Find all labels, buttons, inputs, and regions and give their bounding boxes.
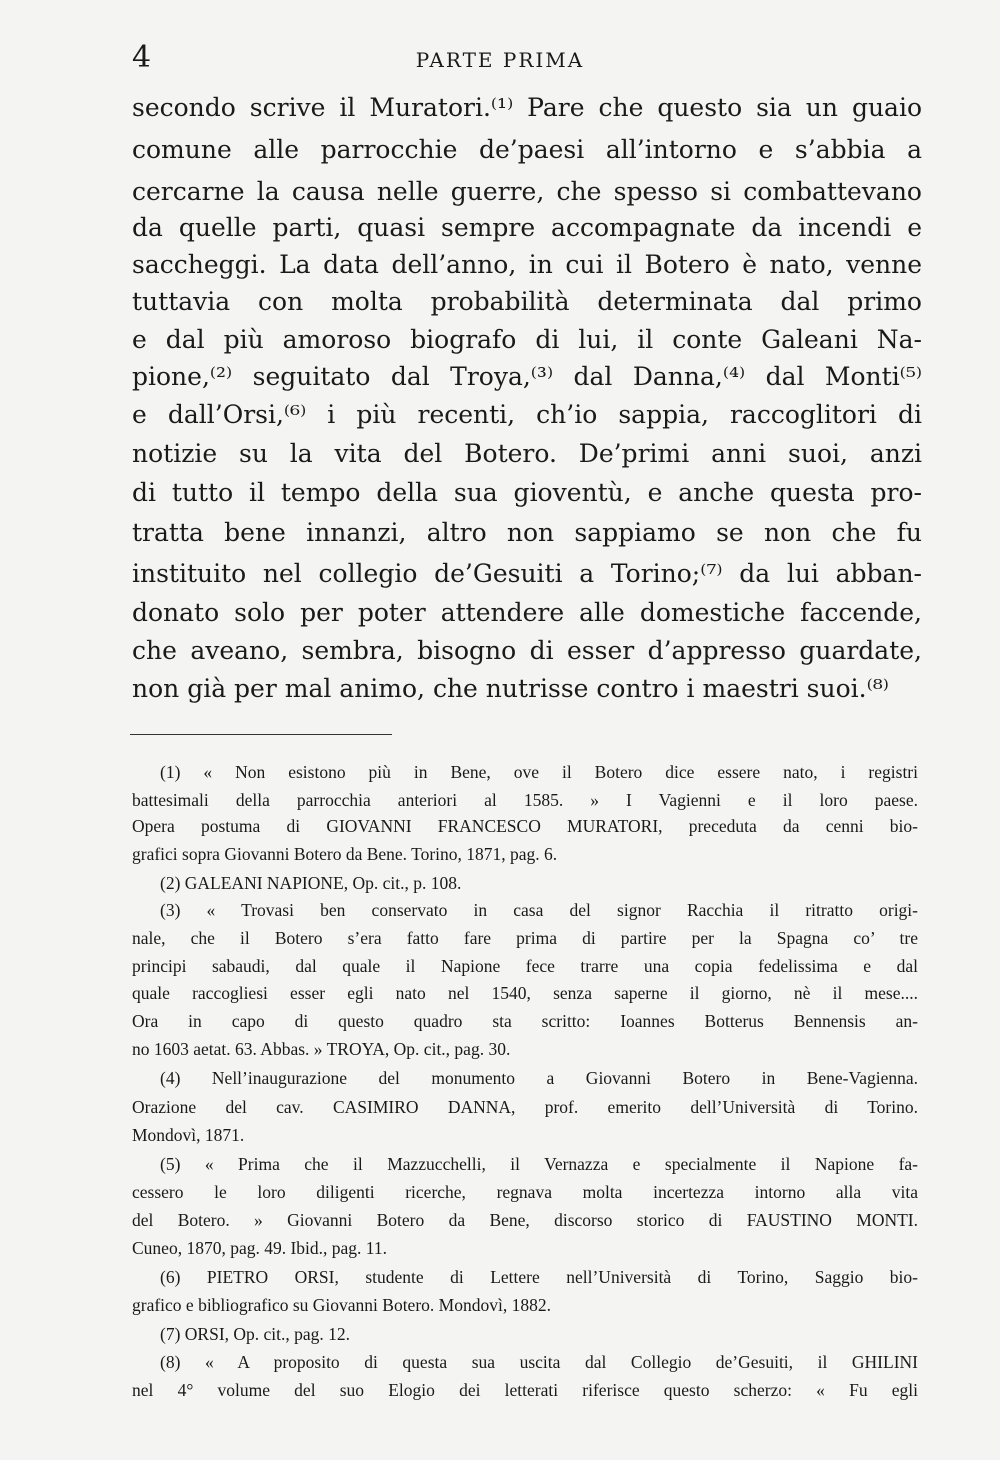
- body-line: non già per mal animo, che nutrisse contro i maestri suoi.⁽⁸⁾: [132, 674, 889, 703]
- footnote-line: (3) « Trovasi ben conservato in casa del signor Racchia il ritratto origi-: [160, 900, 918, 920]
- footnote-line: Opera postuma di GIOVANNI FRANCESCO MURATORI, preceduta da cenni bio-: [132, 816, 918, 836]
- body-line: saccheggi. La data dell’anno, in cui il Botero è nato, venne: [132, 250, 922, 279]
- body-line: tuttavia con molta probabilità determinata dal primo: [132, 287, 922, 316]
- footnote-line: (4) Nell’inaugurazione del monumento a Giovanni Botero in Bene-Vagienna.: [160, 1068, 918, 1088]
- footnote-line: Cuneo, 1870, pag. 49. Ibid., pag. 11.: [132, 1238, 388, 1258]
- body-line: di tutto il tempo della sua gioventù, e anche questa pro-: [132, 478, 922, 507]
- page-number: 4: [132, 40, 152, 75]
- body-line: cercarne la causa nelle guerre, che spesso si combattevano: [132, 177, 922, 206]
- body-line: secondo scrive il Muratori.⁽¹⁾ Pare che questo sia un guaio: [132, 93, 922, 122]
- body-line: notizie su la vita del Botero. De’primi anni suoi, anzi: [132, 439, 922, 468]
- body-line: pione,⁽²⁾ seguitato dal Troya,⁽³⁾ dal Danna,⁽⁴⁾ dal Monti⁽⁵⁾: [132, 362, 922, 391]
- footnote-line: (2) GALEANI NAPIONE, Op. cit., p. 108.: [160, 873, 462, 893]
- footnote-line: grafici sopra Giovanni Botero da Bene. Torino, 1871, pag. 6.: [132, 844, 558, 864]
- body-line: e dall’Orsi,⁽⁶⁾ i più recenti, ch’io sappia, raccoglitori di: [132, 400, 922, 429]
- footnote-separator: [130, 734, 392, 735]
- body-line: comune alle parrocchie de’paesi all’intorno e s’abbia a: [132, 135, 922, 164]
- footnote-line: battesimali della parrocchia anteriori al 1585. » I Vagienni e il loro paese.: [132, 790, 918, 810]
- footnote-line: cessero le loro diligenti ricerche, regnava molta incertezza intorno alla vita: [132, 1182, 918, 1202]
- footnote-line: Orazione del cav. CASIMIRO DANNA, prof. emerito dell’Università di Torino.: [132, 1097, 918, 1117]
- footnote-line: (5) « Prima che il Mazzucchelli, il Vernazza e specialmente il Napione fa-: [160, 1154, 918, 1174]
- footnote-line: del Botero. » Giovanni Botero da Bene, discorso storico di FAUSTINO MONTI.: [132, 1210, 918, 1230]
- body-line: tratta bene innanzi, altro non sappiamo se non che fu: [132, 518, 922, 547]
- footnote-line: nel 4° volume del suo Elogio dei letterati riferisce questo scherzo: « Fu egli: [132, 1380, 918, 1400]
- footnote-line: no 1603 aetat. 63. Abbas. » TROYA, Op. cit., pag. 30.: [132, 1039, 511, 1059]
- footnote-line: quale raccogliesi esser egli nato nel 1540, senza saperne il giorno, nè il mese....: [132, 983, 918, 1003]
- footnote-line: (6) PIETRO ORSI, studente di Lettere nell’Università di Torino, Saggio bio-: [160, 1267, 918, 1287]
- footnote-line: grafico e bibliografico su Giovanni Botero. Mondovì, 1882.: [132, 1295, 551, 1315]
- footnote-line: (1) « Non esistono più in Bene, ove il Botero dice essere nato, i registri: [160, 762, 918, 782]
- body-line: da quelle parti, quasi sempre accompagnate da incendi e: [132, 213, 922, 242]
- running-header: PARTE PRIMA: [415, 48, 585, 72]
- footnote-line: (8) « A proposito di questa sua uscita dal Collegio de’Gesuiti, il GHILINI: [160, 1352, 918, 1372]
- footnote-line: (7) ORSI, Op. cit., pag. 12.: [160, 1324, 351, 1344]
- body-line: donato solo per poter attendere alle domestiche faccende,: [132, 598, 922, 627]
- body-line: e dal più amoroso biografo di lui, il conte Galeani Na-: [132, 325, 922, 354]
- body-line: che aveano, sembra, bisogno di esser d’appresso guardate,: [132, 636, 922, 665]
- footnote-line: nale, che il Botero s’era fatto fare prima di partire per la Spagna co’ tre: [132, 928, 918, 948]
- body-line: instituito nel collegio de’Gesuiti a Torino;⁽⁷⁾ da lui abban-: [132, 559, 922, 588]
- footnote-line: principi sabaudi, dal quale il Napione fece trarre una copia fedelissima e dal: [132, 956, 918, 976]
- footnote-line: Mondovì, 1871.: [132, 1125, 245, 1145]
- footnote-line: Ora in capo di questo quadro sta scritto: Ioannes Botterus Bennensis an-: [132, 1011, 918, 1031]
